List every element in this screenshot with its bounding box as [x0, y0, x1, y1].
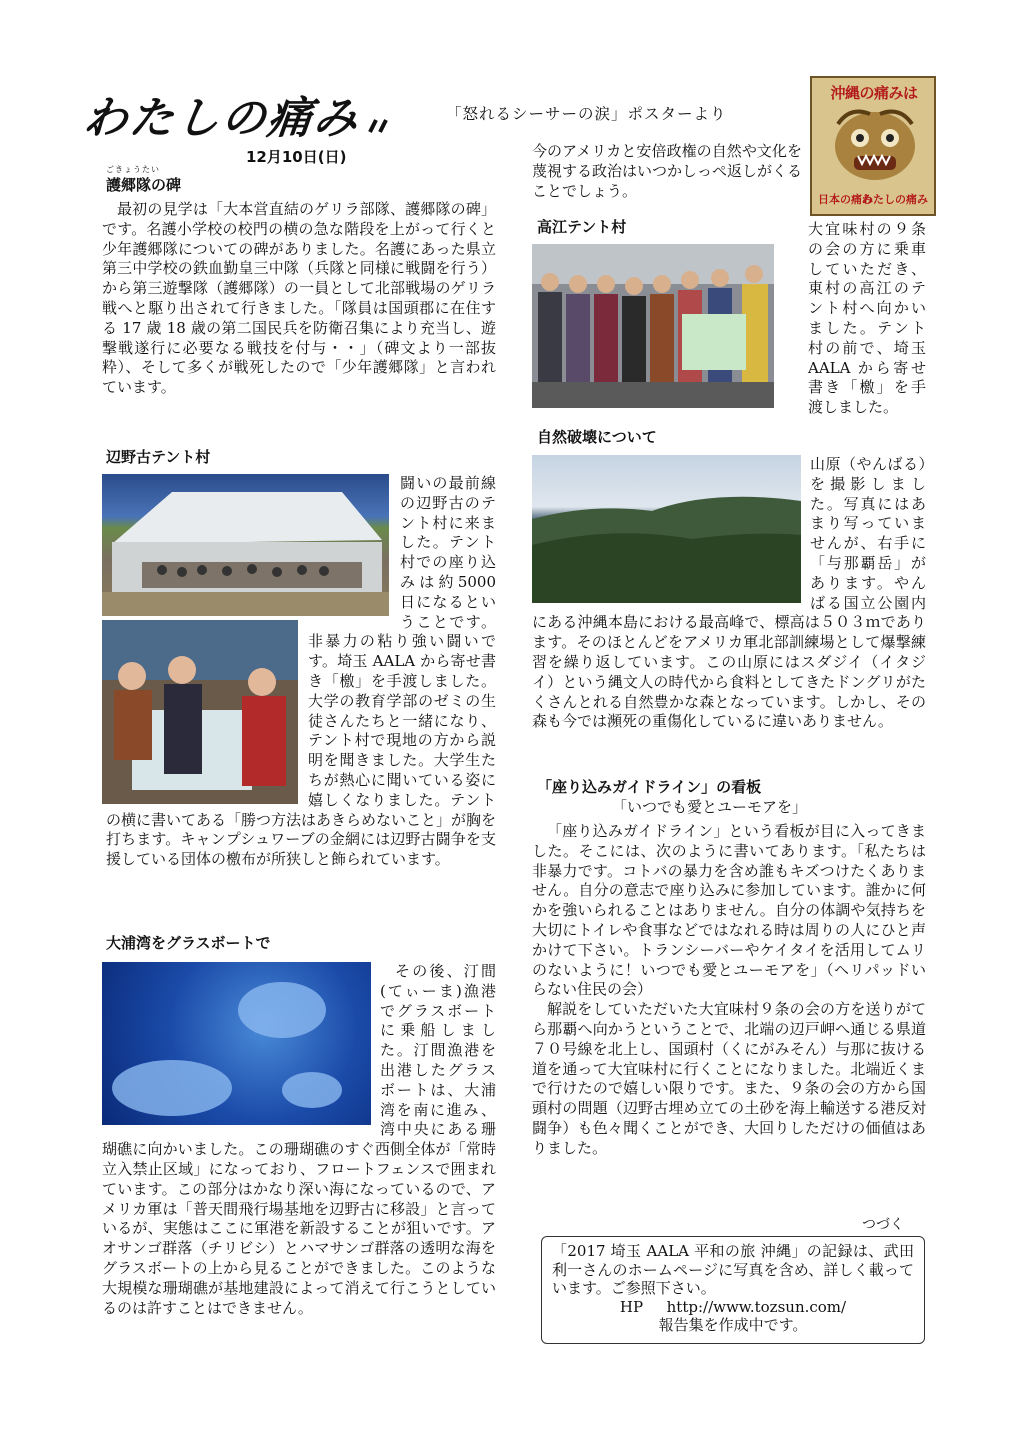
notice-box	[541, 1236, 925, 1344]
heading-nature: 自然破壊について	[537, 428, 657, 446]
henoko-text-area	[102, 474, 496, 924]
heading-henoko: 辺野古テント村	[106, 448, 211, 466]
paragraph-guideline-2: 解説をしていただいた大宜味村９条の会の方を送りがてら那覇へ向かうということで、北端の辺戸岬へ通じる県道７０号線を北上し、国頭村（くにがみそん）与那に抜ける道を通って大宜味村に行くことになりました。北端近くまで行けたので嬉しい限りです。また、９条の会の方から国頭村の問題（辺野古埋め立ての土砂を海上輸送する港反対闘争）も色々聞くことができ、大回りしただけの価値はありました。	[532, 1000, 926, 1157]
heading-takae: 高江テント村	[537, 218, 627, 236]
poster-title: 沖縄の痛みは	[830, 84, 918, 102]
paragraph-right-top: 今のアメリカと安倍政権の自然や文化を蔑視する政治はいつかしっぺ返しがくることでしょう。	[532, 142, 803, 200]
paragraph-takae: 大宜味村の９条の会の方に乗車していただき、東村の高江のテント村へ向かいました。テント村の前で、埼玉 AALA から寄せ書き「檄」を手渡しました。	[808, 220, 926, 417]
date-label: 12月10日(日)	[246, 148, 347, 166]
paragraph-gokyotai: 最初の見学は「大本営直結のゲリラ部隊、護郷隊の碑」です。名護小学校の校門の横の急な階段を上がって行くと少年護郷隊についての碑がありました。名護にあった県立第三中学校の鉄血勤皇三中隊（兵隊と同様に戦闘を行う）から第三遊撃隊（護郷隊）の一員として北部戦場のゲリラ戦へと駆り出されて行きました。「隊員は国頭郡に在住する 17 歳 18 歳の第二国民兵を防衛召集により充当し、遊撃戦遂行に必要なる戦技を付与・・」（碑文より一部抜粋）、そして多くが戦死したので「少年護郷隊」と言われています。	[102, 200, 496, 397]
heading-oura: 大浦湾をグラスボートで	[106, 934, 271, 952]
heading-ruby: ごきょうたい	[106, 165, 160, 174]
takae-text-area	[532, 220, 926, 440]
notice-url-link[interactable]: http://www.tozsun.com/	[666, 1297, 847, 1316]
masthead-mark-icon	[366, 114, 402, 134]
poster-sub-2: わたしの痛み	[862, 193, 928, 206]
masthead-title: わたしの痛み	[80, 93, 363, 144]
poster-image	[810, 76, 936, 216]
paragraph-guideline-1: 「座り込みガイドライン」という看板が目に入ってきました。そこには、次のように書いてあります。「私たちは非暴力です。コトバの暴力を含め誰もキズつけたくありません。自分の意志で座り込みに参加しています。誰かに何かを強いられることはありません。自分の体調や気持ちを大切にトイレや食事などではなれる時は周りの人にひと声かけて下さい。トランシーバーやケイタイを活用してムリのないように！いつでも愛とユーモアを」（ヘリパッドいらない住民の会）	[532, 822, 926, 999]
notice-hp-line	[552, 1298, 914, 1317]
oura-text-area	[102, 962, 496, 1362]
poster-sub-1: 日本の痛み	[818, 193, 873, 206]
notice-report: 報告集を作成中です。	[658, 1316, 808, 1334]
heading-gokyotai: 護郷隊の碑	[106, 176, 182, 194]
subheading-guideline: 「いつでも愛とユーモアを」	[612, 798, 808, 816]
heading-guideline: 「座り込みガイドライン」の看板	[537, 778, 762, 796]
shisa-face-icon	[830, 104, 920, 184]
paragraph-oura: その後、汀間(てぃーま)漁港でグラスボートに乗船しました。汀間漁港を出港したグラスボートは、大浦湾を南に進み、湾中央にある珊瑚礁に向かいました。この珊瑚礁のすぐ西側全体が「常時立入禁止区域」になっており、フロートフェンスで囲まれています。この部分はかなり深い海になっているので、アメリカ軍は「普天間飛行場基地を辺野古に移設」と言っているが、実態はここに軍港を新設することが狙いです。アオサンゴ群落（チリビシ）とハマサンゴ群落の透明な海をグラスボートの上から見ることができました。このような大規模な珊瑚礁が基地建設によって消えて行こうとしているのは許すことはできません。	[102, 962, 496, 1317]
continued-label: つづく	[862, 1217, 904, 1233]
poster-caption: 「怒れるシーサーの涙」ポスターより	[446, 105, 727, 123]
nature-text-area	[532, 455, 926, 785]
notice-hp-label: HP	[619, 1297, 644, 1316]
notice-text: 「2017 埼玉 AALA 平和の旅 沖縄」の記録は、武田利一さんのホームページに写真を含め、詳しく載っています。ご参照下さい。	[552, 1242, 914, 1297]
paragraph-henoko: 闘いの最前線の辺野古のテント村に来ました。テント村での座り込みは約5000 日になるということです。非暴力の粘り強い闘いです。埼玉 AALA から寄せ書き「檄」を手渡しました。大学の教育学部のゼミの生徒さんたちと一緒になり、テント村で現地の方から説明を聞きました。大学生たちが熱心に聞いている姿に嬉しくなりました。テントの横に書いてある「勝つ方法はあきらめないこと」が胸を打ちます。キャンプシュワーブの金網には辺野古闘争を支援している団体の檄布が所狭しと飾られています。	[106, 474, 497, 869]
paragraph-nature: 山原（やんばる）を撮影しました。写真にはあまり写っていませんが、右手に「与那覇岳」があります。やんばる国立公園内にある沖縄本島における最高峰で、標高は５０３ｍであります。そのほとんどをアメリカ軍北部訓練場として爆撃練習を繰り返しています。この山原にはスダジイ（イタジイ）という縄文人の時代から食料としてきたドングリがたくさんとれる自然豊かな森となっています。しかし、その森も今では瀕死の重傷化しているに違いありません。	[532, 455, 926, 731]
